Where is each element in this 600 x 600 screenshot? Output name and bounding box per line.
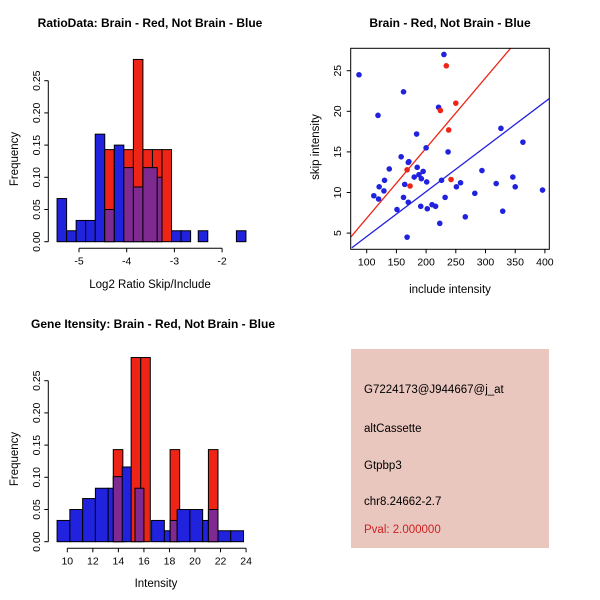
scatter-title: Brain - Red, Not Brain - Blue — [369, 16, 531, 30]
svg-text:22: 22 — [214, 555, 227, 568]
svg-text:0.20: 0.20 — [31, 102, 43, 124]
svg-text:250: 250 — [447, 256, 465, 269]
gene-hist-title: Gene Itensity: Brain - Red, Not Brain - Blue — [30, 317, 276, 331]
pval-text: Pval: 2.000000 — [364, 524, 441, 536]
gene-hist-ylabel: Frequency — [9, 431, 21, 487]
svg-text:0.10: 0.10 — [31, 167, 43, 188]
svg-text:-2: -2 — [217, 255, 227, 268]
scatter-ylabel: skip intensity — [310, 114, 322, 180]
svg-text:150: 150 — [387, 256, 406, 269]
svg-text:0.05: 0.05 — [31, 199, 43, 220]
svg-text:350: 350 — [506, 256, 524, 269]
gene-name-text: Gtpbp3 — [364, 460, 402, 472]
svg-text:200: 200 — [417, 256, 435, 269]
ratio-hist-ylabel: Frequency — [9, 131, 21, 187]
svg-text:20: 20 — [332, 105, 344, 118]
scatter-xlabel: include intensity — [409, 284, 491, 296]
svg-text:16: 16 — [138, 555, 150, 568]
ratio-hist-title: RatioData: Brain - Red, Not Brain - Blue — [37, 16, 263, 30]
svg-text:0.00: 0.00 — [31, 531, 43, 552]
svg-text:-4: -4 — [122, 255, 132, 268]
svg-text:0.15: 0.15 — [31, 434, 43, 456]
svg-text:12: 12 — [86, 555, 99, 568]
svg-text:0.05: 0.05 — [31, 499, 43, 520]
svg-text:0.25: 0.25 — [31, 70, 43, 91]
svg-text:14: 14 — [112, 555, 125, 568]
svg-text:0.10: 0.10 — [31, 467, 43, 488]
svg-text:-3: -3 — [169, 255, 180, 268]
ratio-hist-xlabel: Log2 Ratio Skip/Include — [89, 279, 211, 291]
ratio-histogram-bars — [57, 59, 246, 241]
probe-id-text: G7224173@J944667@j_at — [364, 384, 504, 396]
svg-text:0.25: 0.25 — [31, 370, 43, 391]
svg-text:0.20: 0.20 — [31, 402, 43, 424]
svg-text:10: 10 — [61, 555, 74, 568]
scatter-points-not-brain — [356, 52, 545, 240]
svg-text:15: 15 — [332, 146, 344, 158]
svg-text:400: 400 — [536, 256, 554, 269]
splice-type-text: altCassette — [364, 423, 422, 435]
svg-text:24: 24 — [240, 555, 252, 568]
svg-text:25: 25 — [332, 64, 344, 77]
svg-text:0.15: 0.15 — [31, 134, 43, 156]
gene-info-box — [351, 349, 549, 548]
svg-text:10: 10 — [332, 186, 344, 199]
gene-hist-xlabel: Intensity — [134, 578, 178, 590]
svg-text:100: 100 — [357, 256, 376, 269]
svg-text:-5: -5 — [74, 255, 84, 268]
svg-text:0.00: 0.00 — [31, 231, 43, 252]
locus-text: chr8.24662-2.7 — [364, 496, 442, 508]
svg-text:20: 20 — [189, 555, 201, 568]
scatter-points-brain — [404, 63, 458, 189]
svg-text:18: 18 — [163, 555, 176, 568]
svg-text:5: 5 — [332, 230, 344, 237]
gene-histogram-bars — [57, 358, 243, 542]
scatter-plot — [332, 46, 554, 268]
svg-text:300: 300 — [476, 256, 495, 269]
